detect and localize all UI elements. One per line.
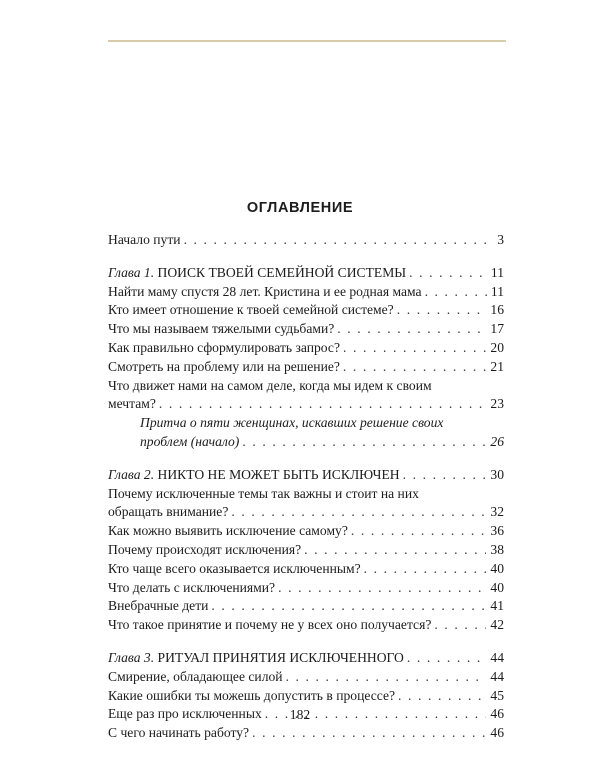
toc-entry-title: Начало пути [108, 232, 181, 247]
toc-entry-title: обращать внимание? [108, 504, 229, 520]
parable-entry-page: 26 [490, 433, 504, 449]
table-of-contents [108, 231, 504, 757]
chapter-label: Глава 3. [108, 649, 155, 665]
toc-entry[interactable] [108, 231, 504, 250]
leader-dots [409, 264, 487, 283]
toc-entry-page: 16 [490, 302, 504, 318]
toc-entry[interactable] [108, 320, 504, 339]
leader-dots [407, 649, 487, 668]
toc-entry-title: Кто чаще всего оказывается исключенным? [108, 560, 361, 576]
chapter-heading-text [108, 264, 406, 283]
toc-entry-page: 36 [490, 523, 504, 539]
toc-entry-page: 38 [490, 541, 504, 557]
chapter-title: РИТУАЛ ПРИНЯТИЯ ИСКЛЮЧЕННОГО [157, 649, 404, 665]
toc-entry-page: 42 [490, 617, 504, 633]
parable-entry[interactable] [108, 433, 504, 452]
toc-chapter-1 [108, 264, 504, 452]
toc-entry[interactable] [108, 597, 504, 616]
leader-dots [425, 283, 487, 302]
toc-entry[interactable] [108, 724, 504, 743]
leader-dots [343, 358, 486, 377]
leader-dots [434, 616, 486, 635]
toc-title: ОГЛАВЛЕНИЕ [246, 200, 354, 216]
leader-dots [351, 522, 487, 541]
leader-dots [242, 433, 486, 452]
header-rule [108, 40, 506, 42]
toc-entry[interactable] [108, 616, 504, 635]
toc-entry[interactable] [108, 668, 504, 687]
toc-entry-title: Как можно выявить исключение самому? [108, 523, 348, 539]
leader-dots [211, 597, 486, 616]
chapter-page: 44 [490, 649, 504, 665]
toc-entry-page: 40 [490, 560, 504, 576]
toc-entry-title: мечтам? [108, 396, 156, 412]
toc-entry-page: 41 [490, 598, 504, 614]
toc-entry-title: Что мы называем тяжелыми судьбами? [108, 321, 335, 337]
toc-entry[interactable] [108, 301, 504, 320]
leader-dots [286, 668, 487, 687]
leader-dots [398, 687, 486, 706]
toc-entry-page: 11 [490, 283, 504, 299]
chapter-heading-text [108, 466, 400, 485]
toc-entry-page: 21 [490, 358, 504, 374]
toc-entry-page: 46 [490, 725, 504, 741]
toc-entry[interactable] [108, 541, 504, 560]
leader-dots [231, 503, 486, 522]
toc-entry-page: 45 [490, 687, 504, 703]
toc-entry[interactable] [108, 503, 504, 522]
toc-entry-title: Внебрачные дети [108, 598, 209, 614]
toc-entry-title: Какие ошибки ты можешь допустить в процессе? [108, 687, 396, 703]
chapter-heading[interactable] [108, 264, 504, 283]
toc-entry-title: Еще раз про исключенных [108, 706, 262, 722]
leader-dots [343, 339, 486, 358]
toc-entry-title: Почему происходят исключения? [108, 541, 302, 557]
toc-entry-page: 46 [490, 706, 504, 722]
leader-dots [184, 231, 494, 250]
chapter-label: Глава 1. [108, 264, 155, 280]
chapter-title: НИКТО НЕ МОЖЕТ БЫТЬ ИСКЛЮЧЕН [157, 466, 400, 482]
toc-entry-title: Что такое принятие и почему не у всех оно получается? [108, 617, 432, 633]
toc-intro-section [108, 231, 504, 250]
chapter-page: 30 [490, 466, 504, 482]
toc-chapter-3 [108, 649, 504, 743]
toc-entry-title: Смирение, обладающее силой [108, 668, 283, 684]
chapter-label: Глава 2. [108, 466, 155, 482]
chapter-heading-text [108, 649, 404, 668]
toc-entry[interactable] [108, 560, 504, 579]
leader-dots [337, 320, 486, 339]
toc-entry[interactable] [108, 522, 504, 541]
toc-entry-page: 3 [497, 232, 504, 247]
toc-entry-page: 20 [490, 339, 504, 355]
toc-entry-page: 23 [490, 396, 504, 412]
leader-dots [397, 301, 487, 320]
leader-dots [278, 579, 486, 598]
toc-entry-title: Найти маму спустя 28 лет. Кристина и ее родная мама [108, 283, 422, 299]
parable-entry-line-1[interactable]: Притча о пяти женщинах, искавших решение своих [140, 415, 444, 431]
toc-chapter-2 [108, 466, 504, 635]
leader-dots [159, 395, 486, 414]
chapter-title: ПОИСК ТВОЕЙ СЕМЕЙНОЙ СИСТЕМЫ [157, 264, 407, 280]
toc-entry[interactable] [108, 395, 504, 414]
leader-dots [364, 560, 487, 579]
toc-entry[interactable] [108, 339, 504, 358]
toc-entry-title: С чего начинать работу? [108, 725, 250, 741]
toc-entry[interactable] [108, 687, 504, 706]
leader-dots [403, 466, 487, 485]
toc-entry-title: Смотреть на проблему или на решение? [108, 358, 340, 374]
chapter-heading[interactable] [108, 466, 504, 485]
chapter-heading[interactable] [108, 649, 504, 668]
toc-entry-page: 32 [490, 504, 504, 520]
toc-entry[interactable] [108, 579, 504, 598]
toc-entry-title: Что делать с исключениями? [108, 579, 276, 595]
toc-entry-page: 17 [490, 321, 504, 337]
page-number: 182 [289, 707, 311, 722]
leader-dots [252, 724, 486, 743]
leader-dots [304, 541, 486, 560]
toc-entry-title: Как правильно сформулировать запрос? [108, 339, 340, 355]
parable-entry-title: проблем (начало) [140, 433, 240, 449]
toc-entry-line-1[interactable]: Что движет нами на самом деле, когда мы идем к своим [108, 377, 432, 393]
toc-entry-page: 40 [490, 579, 504, 595]
toc-entry-line-1[interactable]: Почему исключенные темы так важны и стоит на них [108, 485, 419, 501]
toc-entry[interactable] [108, 358, 504, 377]
toc-entry-page: 44 [490, 668, 504, 684]
toc-entry-title: Кто имеет отношение к твоей семейной системе? [108, 302, 394, 318]
chapter-page: 11 [490, 264, 504, 280]
toc-entry[interactable] [108, 283, 504, 302]
